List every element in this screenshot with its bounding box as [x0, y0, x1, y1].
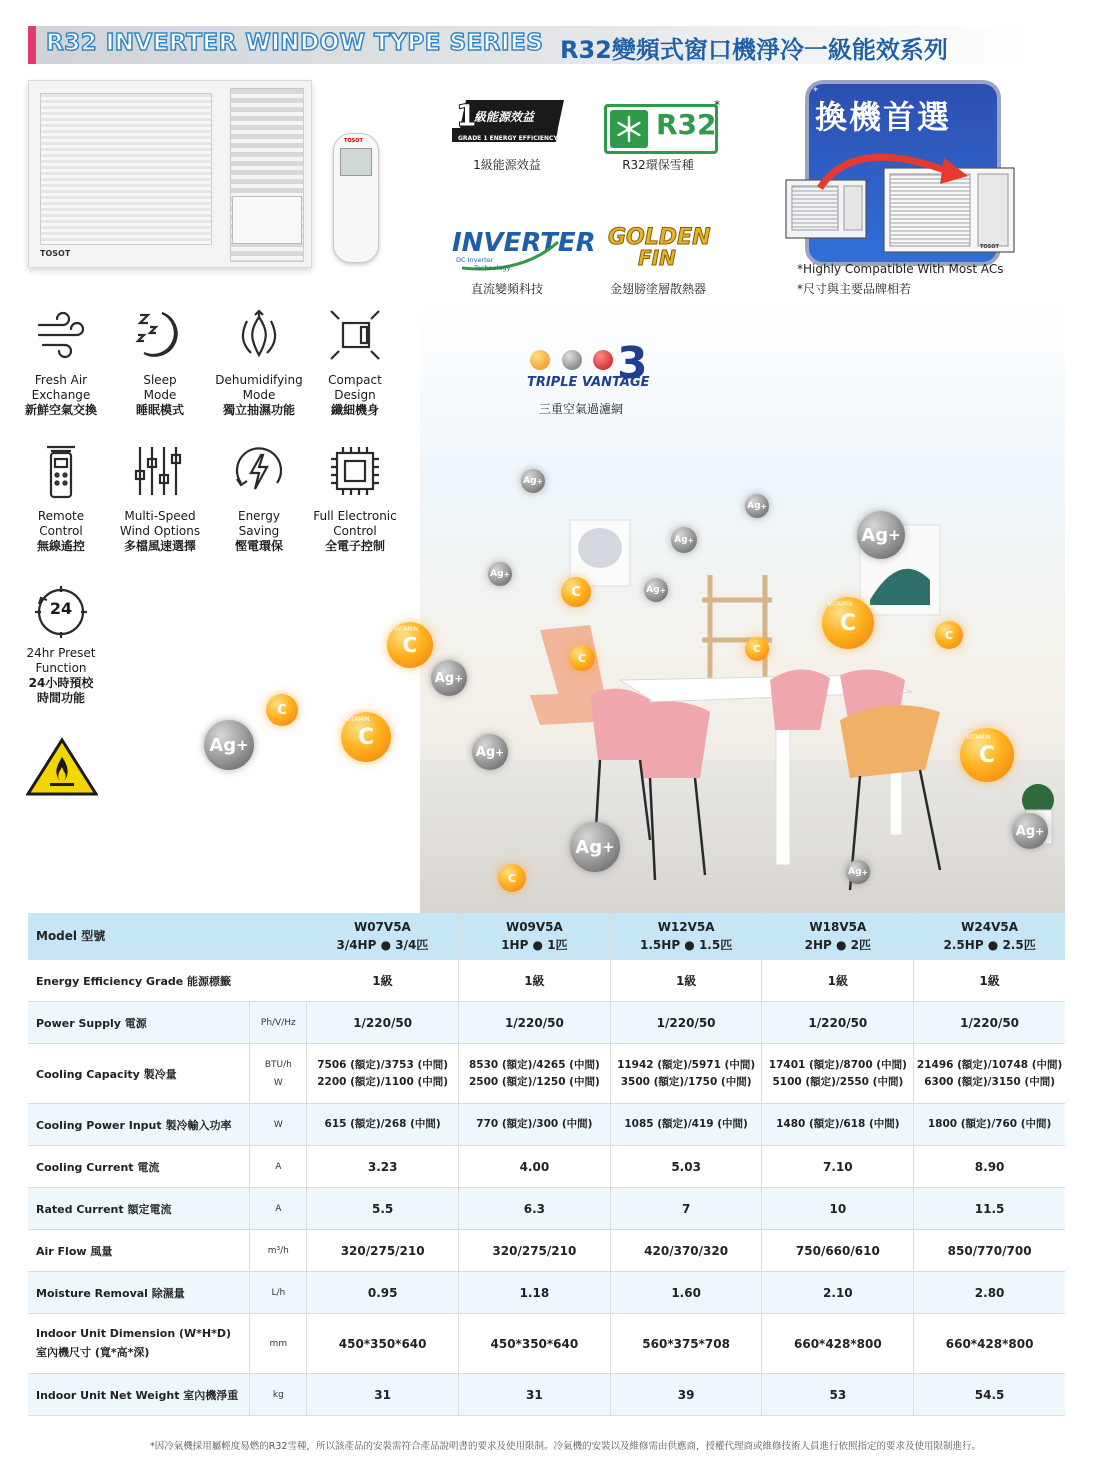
spec-cell: 0.95	[307, 1272, 459, 1314]
spec-row	[28, 1230, 1065, 1272]
ag-bubble: Ag +	[846, 860, 870, 884]
spec-row-label: Moisture Removal 除濕量	[28, 1272, 250, 1314]
triple-vantage-number: 3	[617, 338, 648, 389]
spec-cell: 1/220/50	[762, 1002, 914, 1044]
spec-row	[28, 1272, 1065, 1314]
spec-cell: 1085 (額定)/419 (中間)	[610, 1104, 762, 1146]
vitamin-c-bubble: C	[822, 597, 874, 649]
spec-row	[28, 1188, 1065, 1230]
model-header: W09V5A 1HP ● 1匹	[459, 913, 611, 960]
electronic-control-icon	[327, 443, 383, 499]
swap-brand: TOSOT	[980, 244, 999, 250]
swap-asterisk: *	[813, 86, 818, 97]
feature-electronic-control: Full Electronic Control 全電子控制	[300, 443, 410, 554]
vitamin-c-bubble: C	[498, 864, 526, 892]
spec-cell: 320/275/210	[459, 1230, 611, 1272]
spec-row	[28, 1044, 1065, 1104]
page-title-chinese: R32變頻式窗口機淨冷一級能效系列	[560, 36, 948, 64]
snowflake-icon	[615, 115, 643, 143]
model-header: W18V5A 2HP ● 2匹	[762, 913, 914, 960]
golden-fin-logo-2: FIN	[638, 246, 676, 270]
spec-unit: BTU/h W	[250, 1044, 307, 1104]
feature-timer-24h: 24 24hr Preset Function 24小時預校 時間功能	[6, 584, 116, 706]
spec-cell: 11.5	[914, 1188, 1065, 1230]
vitamin-c-bubble: C	[266, 694, 298, 726]
title-accent	[28, 26, 36, 64]
vitamin-c-bubble: C	[569, 645, 595, 671]
spec-cell: 1級	[610, 960, 762, 1002]
vitamin-label: VITAMIN	[345, 716, 370, 723]
spec-cell: 1級	[762, 960, 914, 1002]
vitamin-c-bubble: C	[387, 622, 433, 668]
feature-remote-control: Remote Control 無線遙控	[6, 443, 116, 554]
vitamin-c-bubble: C	[745, 637, 769, 661]
timer-24h-number: 24	[49, 599, 73, 618]
spec-cell: 11942 (額定)/5971 (中間) 3500 (額定)/1750 (中間)	[610, 1044, 762, 1104]
triple-vantage-logo: TRIPLE VANTAGE	[527, 375, 650, 390]
spec-row-label: Cooling Power Input 製冷輸入功率	[28, 1104, 250, 1146]
unit-grille	[40, 93, 212, 245]
spec-cell: 750/660/610	[762, 1230, 914, 1272]
swap-illustration	[784, 150, 1016, 254]
spec-unit: kg	[250, 1374, 307, 1416]
feature-dehumidify: Dehumidifying Mode 獨立抽濕功能	[204, 307, 314, 418]
spec-row-label: Air Flow 風量	[28, 1230, 250, 1272]
spec-cell: 1.60	[610, 1272, 762, 1314]
wind-speed-icon	[132, 443, 188, 499]
model-header: W12V5A 1.5HP ● 1.5匹	[610, 913, 762, 960]
ag-bubble: Ag +	[745, 494, 769, 518]
spec-cell: 17401 (額定)/8700 (中間) 5100 (額定)/2550 (中間)	[762, 1044, 914, 1104]
vitamin-c-bubble: C	[561, 577, 591, 607]
scene-illustration	[420, 300, 1065, 913]
spec-unit: Ph/V/Hz	[250, 1002, 307, 1044]
filter-dot-silver	[562, 350, 582, 370]
vitamin-label: VITAMIN	[394, 626, 419, 633]
spec-cell: 3.23	[307, 1146, 459, 1188]
footnote: *因冷氣機採用屬輕度易燃的R32雪種，所以該產品的安裝需符合產品說明書的要求及使用限制。冷氣機的安裝以及維修需由供應商，授權代理商或維修技術人員進行依照指定的要求及使用限制進行。	[150, 1441, 981, 1452]
spec-row	[28, 1314, 1065, 1374]
spec-row-label: Indoor Unit Net Weight 室內機淨重	[28, 1374, 250, 1416]
spec-cell: 31	[307, 1374, 459, 1416]
spec-row-label: Cooling Capacity 製冷量	[28, 1044, 250, 1104]
compact-design-icon	[327, 307, 383, 363]
spec-cell: 1/220/50	[459, 1002, 611, 1044]
golden-fin-caption: 金翅膀塗層散熱器	[609, 282, 706, 296]
filter-dot-red	[593, 350, 613, 370]
spec-unit: m³/h	[250, 1230, 307, 1272]
spec-cell: 8.90	[914, 1146, 1065, 1188]
spec-cell: 8530 (額定)/4265 (中間) 2500 (額定)/1250 (中間)	[459, 1044, 611, 1104]
flammable-warning-icon	[26, 737, 98, 797]
spec-cell: 7.10	[762, 1146, 914, 1188]
fresh-air-icon	[33, 307, 89, 363]
svg-text:1: 1	[456, 99, 477, 134]
spec-row-label: Indoor Unit Dimension (W*H*D) 室內機尺寸 (寬*高*深)	[28, 1314, 250, 1374]
inverter-sub1: DC Inverter	[456, 256, 494, 264]
spec-unit: A	[250, 1146, 307, 1188]
ag-bubble: Ag +	[857, 511, 905, 559]
spec-unit: mm	[250, 1314, 307, 1374]
vitamin-c-bubble: C	[341, 712, 391, 762]
spec-cell: 21496 (額定)/10748 (中間) 6300 (額定)/3150 (中間)	[914, 1044, 1065, 1104]
vitamin-label: VITAMIN	[966, 734, 991, 741]
spec-cell: 1/220/50	[307, 1002, 459, 1044]
spec-cell: 1/220/50	[610, 1002, 762, 1044]
spec-cell: 5.03	[610, 1146, 762, 1188]
spec-cell: 39	[610, 1374, 762, 1416]
remote-control-icon	[33, 443, 89, 499]
spec-cell: 1480 (額定)/618 (中間)	[762, 1104, 914, 1146]
spec-cell: 660*428*800	[914, 1314, 1065, 1374]
spec-cell: 1級	[307, 960, 459, 1002]
ag-bubble: Ag +	[1012, 813, 1048, 849]
spec-cell: 4.00	[459, 1146, 611, 1188]
model-header: W24V5A 2.5HP ● 2.5匹	[914, 913, 1065, 960]
remote-screen	[340, 148, 372, 176]
spec-cell: 7506 (額定)/3753 (中間) 2200 (額定)/1100 (中間)	[307, 1044, 459, 1104]
spec-cell: 5.5	[307, 1188, 459, 1230]
triple-vantage-caption: 三重空氣過濾網	[538, 402, 623, 416]
ag-bubble: Ag +	[472, 734, 508, 770]
ag-bubble: Ag +	[431, 660, 467, 696]
grade1-logo-en: GRADE 1 ENERGY EFFICIENCY	[458, 135, 558, 142]
page-title-english: R32 INVERTER WINDOW TYPE SERIES	[46, 30, 544, 56]
compat-note-english: *Highly Compatible With Most ACs	[797, 262, 1004, 276]
inverter-logo: INVERTER	[452, 228, 596, 258]
grade1-logo-cn: 級能源效益	[474, 110, 535, 124]
spec-cell: 615 (額定)/268 (中間)	[307, 1104, 459, 1146]
spec-cell: 450*350*640	[307, 1314, 459, 1374]
spec-cell: 660*428*800	[762, 1314, 914, 1374]
swap-badge-title: 換機首選	[815, 98, 952, 136]
spec-cell: 1/220/50	[914, 1002, 1065, 1044]
inverter-caption: 直流變頻科技	[470, 282, 543, 296]
spec-cell: 6.3	[459, 1188, 611, 1230]
spec-row-label: Cooling Current 電流	[28, 1146, 250, 1188]
spec-row	[28, 1002, 1065, 1044]
spec-header-label: Model 型號	[28, 913, 307, 960]
spec-cell: 10	[762, 1188, 914, 1230]
spec-cell: 1級	[459, 960, 611, 1002]
spec-cell: 1.18	[459, 1272, 611, 1314]
spec-unit: W	[250, 1104, 307, 1146]
spec-row	[28, 1374, 1065, 1416]
spec-cell: 1級	[914, 960, 1065, 1002]
spec-unit: A	[250, 1188, 307, 1230]
ag-bubble: Ag +	[488, 562, 512, 586]
unit-brand-label: TOSOT	[40, 249, 71, 258]
golden-fin-logo: GOLDEN	[608, 225, 711, 250]
ag-bubble: Ag +	[204, 720, 254, 770]
feature-compact-design: Compact Design 纖細機身	[300, 307, 410, 418]
compat-note-chinese: *尺寸與主要品牌相若	[797, 282, 912, 296]
spec-cell: 560*375*708	[610, 1314, 762, 1374]
dehumidify-icon	[231, 307, 287, 363]
spec-row-label: Rated Current 額定電流	[28, 1188, 250, 1230]
spec-row-label: Power Supply 電源	[28, 1002, 250, 1044]
model-header: W07V5A 3/4HP ● 3/4匹	[307, 913, 459, 960]
spec-table	[28, 913, 1065, 1416]
spec-row	[28, 960, 1065, 1002]
spec-cell: 7	[610, 1188, 762, 1230]
spec-cell: 2.80	[914, 1272, 1065, 1314]
spec-cell: 450*350*640	[459, 1314, 611, 1374]
spec-cell: 2.10	[762, 1272, 914, 1314]
spec-row	[28, 1104, 1065, 1146]
unit-control-panel	[232, 196, 302, 244]
r32-asterisk: *	[714, 98, 720, 112]
feature-sleep-mode: Sleep Mode 睡眠模式	[105, 307, 215, 418]
spec-cell: 320/275/210	[307, 1230, 459, 1272]
ag-bubble: Ag +	[644, 578, 668, 602]
ag-bubble: Ag +	[671, 527, 697, 553]
spec-row-label: Energy Efficiency Grade 能源標籤	[28, 960, 307, 1002]
remote-brand: TOSOT	[344, 138, 363, 144]
energy-saving-icon	[231, 443, 287, 499]
sleep-mode-icon	[132, 307, 188, 363]
vitamin-label: VITAMIN	[828, 601, 853, 608]
inverter-sub2: Technology	[474, 264, 511, 272]
spec-row	[28, 1146, 1065, 1188]
feature-fresh-air: Fresh Air Exchange 新鮮空氣交換	[6, 307, 116, 418]
spec-cell: 850/770/700	[914, 1230, 1065, 1272]
ag-bubble: Ag +	[521, 469, 545, 493]
spec-cell: 53	[762, 1374, 914, 1416]
r32-caption: R32環保雪種	[622, 158, 694, 172]
ag-bubble: Ag +	[570, 822, 620, 872]
spec-cell: 31	[459, 1374, 611, 1416]
feature-wind-speed: Multi-Speed Wind Options 多檔風速選擇	[105, 443, 215, 554]
spec-unit: L/h	[250, 1272, 307, 1314]
spec-header-row	[28, 913, 1065, 960]
filter-dot-orange	[530, 350, 550, 370]
r32-logo-text: R32	[656, 108, 717, 141]
spec-cell: 770 (額定)/300 (中間)	[459, 1104, 611, 1146]
vitamin-c-bubble: C	[935, 621, 963, 649]
feature-energy-saving: Energy Saving 慳電環保	[204, 443, 314, 554]
vitamin-c-bubble: C	[960, 728, 1014, 782]
grade1-caption: 1級能源效益	[473, 158, 541, 172]
spec-cell: 54.5	[914, 1374, 1065, 1416]
spec-cell: 1800 (額定)/760 (中間)	[914, 1104, 1065, 1146]
spec-cell: 420/370/320	[610, 1230, 762, 1272]
